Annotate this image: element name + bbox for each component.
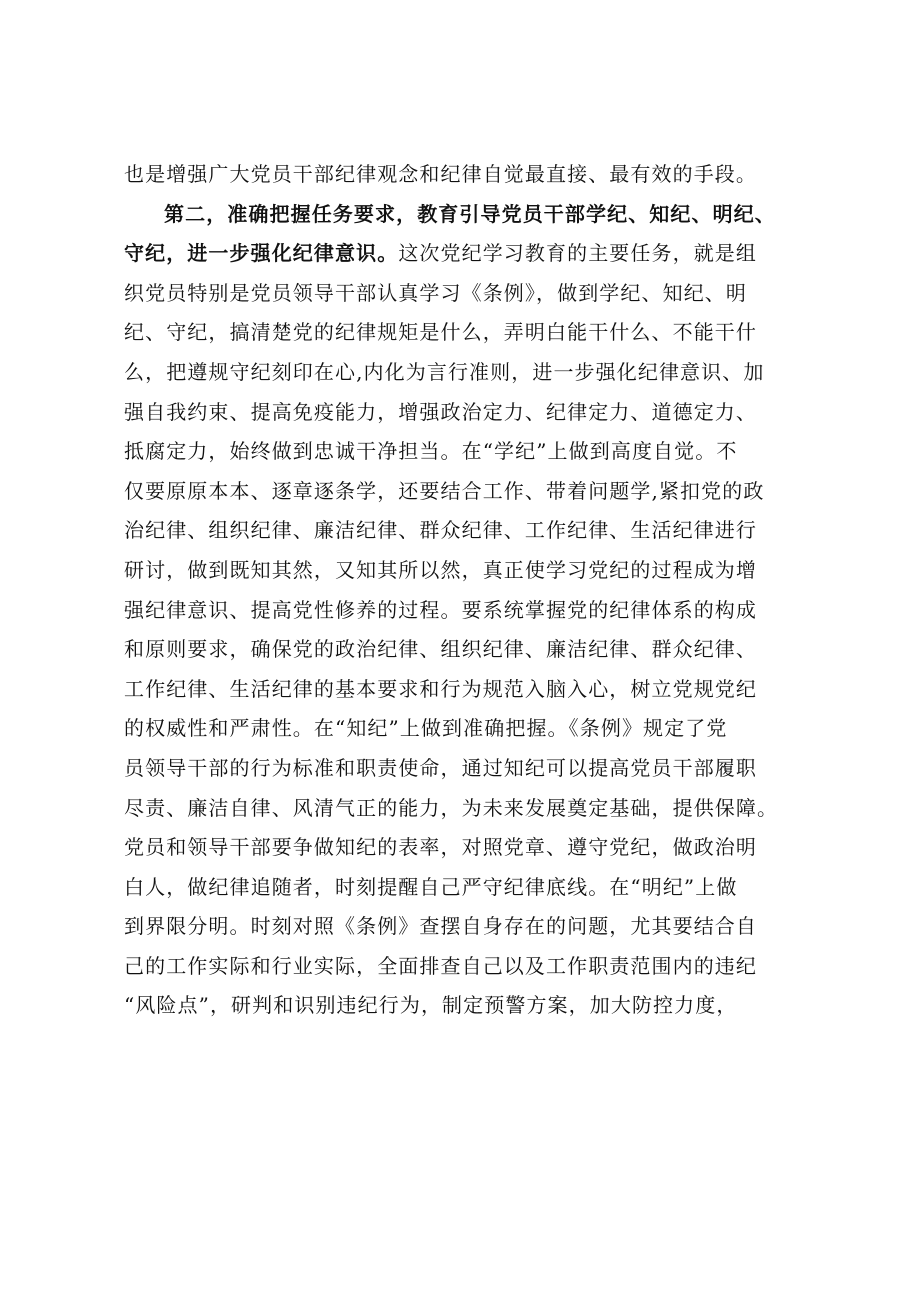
paragraph-text: 到界限分明。时刻对照《条例》查摆自身存在的问题，尤其要结合自	[124, 914, 757, 939]
bold-heading-text: 守纪，进一步强化纪律意识。	[124, 241, 399, 266]
text-line	[124, 749, 824, 789]
text-line	[124, 709, 824, 749]
text-line	[124, 353, 824, 393]
paragraph-text: 这次党纪学习教育的主要任务，就是组	[398, 241, 758, 266]
text-line	[124, 947, 824, 987]
paragraph-text: 白人，做纪律追随者，时刻提醒自己严守纪律底线。在“明纪”上做	[124, 874, 738, 899]
text-line	[124, 789, 824, 829]
paragraph-text: 抵腐定力，始终做到忠诚干净担当。在“学纪”上做到高度自觉。不	[124, 439, 738, 464]
paragraph-text: 强自我约束、提高免疫能力，增强政治定力、纪律定力、道德定力、	[124, 399, 757, 424]
paragraph-text: “风险点”，研判和识别违纪行为，制定预警方案，加大防控力度，	[124, 993, 738, 1018]
paragraph-text: 织党员特别是党员领导干部认真学习《条例》，做到学纪、知纪、明	[124, 280, 747, 305]
paragraph-text: 员领导干部的行为标准和职责使命，通过知纪可以提高党员干部履职	[124, 755, 757, 780]
paragraph-text: 仅要原原本本、逐章逐条学，还要结合工作、带着问题学,紧扣党的政	[124, 478, 765, 503]
text-line	[124, 393, 824, 433]
text-line	[124, 155, 824, 195]
body-text	[124, 155, 824, 1026]
paragraph-text: 党员和领导干部要争做知纪的表率，对照党章、遵守党纪，做政治明	[124, 835, 757, 860]
paragraph-text: 研讨，做到既知其然，又知其所以然，真正使学习党纪的过程成为增	[124, 557, 757, 582]
text-line	[124, 313, 824, 353]
paragraph-text: 么，把遵规守纪刻印在心,内化为言行准则，进一步强化纪律意识、加	[124, 359, 765, 384]
text-line	[124, 670, 824, 710]
text-line	[124, 630, 824, 670]
text-line	[124, 274, 824, 314]
paragraph-text: 己的工作实际和行业实际，全面排查自己以及工作职责范围内的违纪	[124, 953, 757, 978]
text-line	[124, 472, 824, 512]
paragraph-text: 纪、守纪，搞清楚党的纪律规矩是什么，弄明白能干什么、不能干什	[124, 320, 757, 345]
bold-heading-text: 第二，准确把握任务要求，教育引导党员干部学纪、知纪、明纪、	[164, 201, 776, 226]
paragraph-text: 也是增强广大党员干部纪律观念和纪律自觉最直接、最有效的手段。	[124, 162, 757, 186]
text-line	[124, 907, 824, 947]
paragraph-text: 强纪律意识、提高党性修养的过程。要系统掌握党的纪律体系的构成	[124, 597, 757, 622]
text-line	[124, 828, 824, 868]
paragraph-text: 和原则要求，确保党的政治纪律、组织纪律、廉洁纪律、群众纪律、	[124, 637, 757, 662]
text-line	[124, 195, 824, 235]
paragraph-text: 的权威性和严肃性。在“知纪”上做到准确把握。《条例》规定了党	[124, 716, 728, 741]
text-line	[124, 432, 824, 472]
text-line	[124, 551, 824, 591]
text-line	[124, 234, 824, 274]
text-line	[124, 868, 824, 908]
text-line	[124, 591, 824, 631]
paragraph-text: 工作纪律、生活纪律的基本要求和行为规范入脑入心，树立党规党纪	[124, 676, 757, 701]
paragraph-text: 尽责、廉洁自律、风清气正的能力，为未来发展奠定基础，提供保障。	[124, 795, 779, 820]
paragraph-text: 治纪律、组织纪律、廉洁纪律、群众纪律、工作纪律、生活纪律进行	[124, 518, 757, 543]
text-line	[124, 511, 824, 551]
text-line	[124, 986, 824, 1026]
